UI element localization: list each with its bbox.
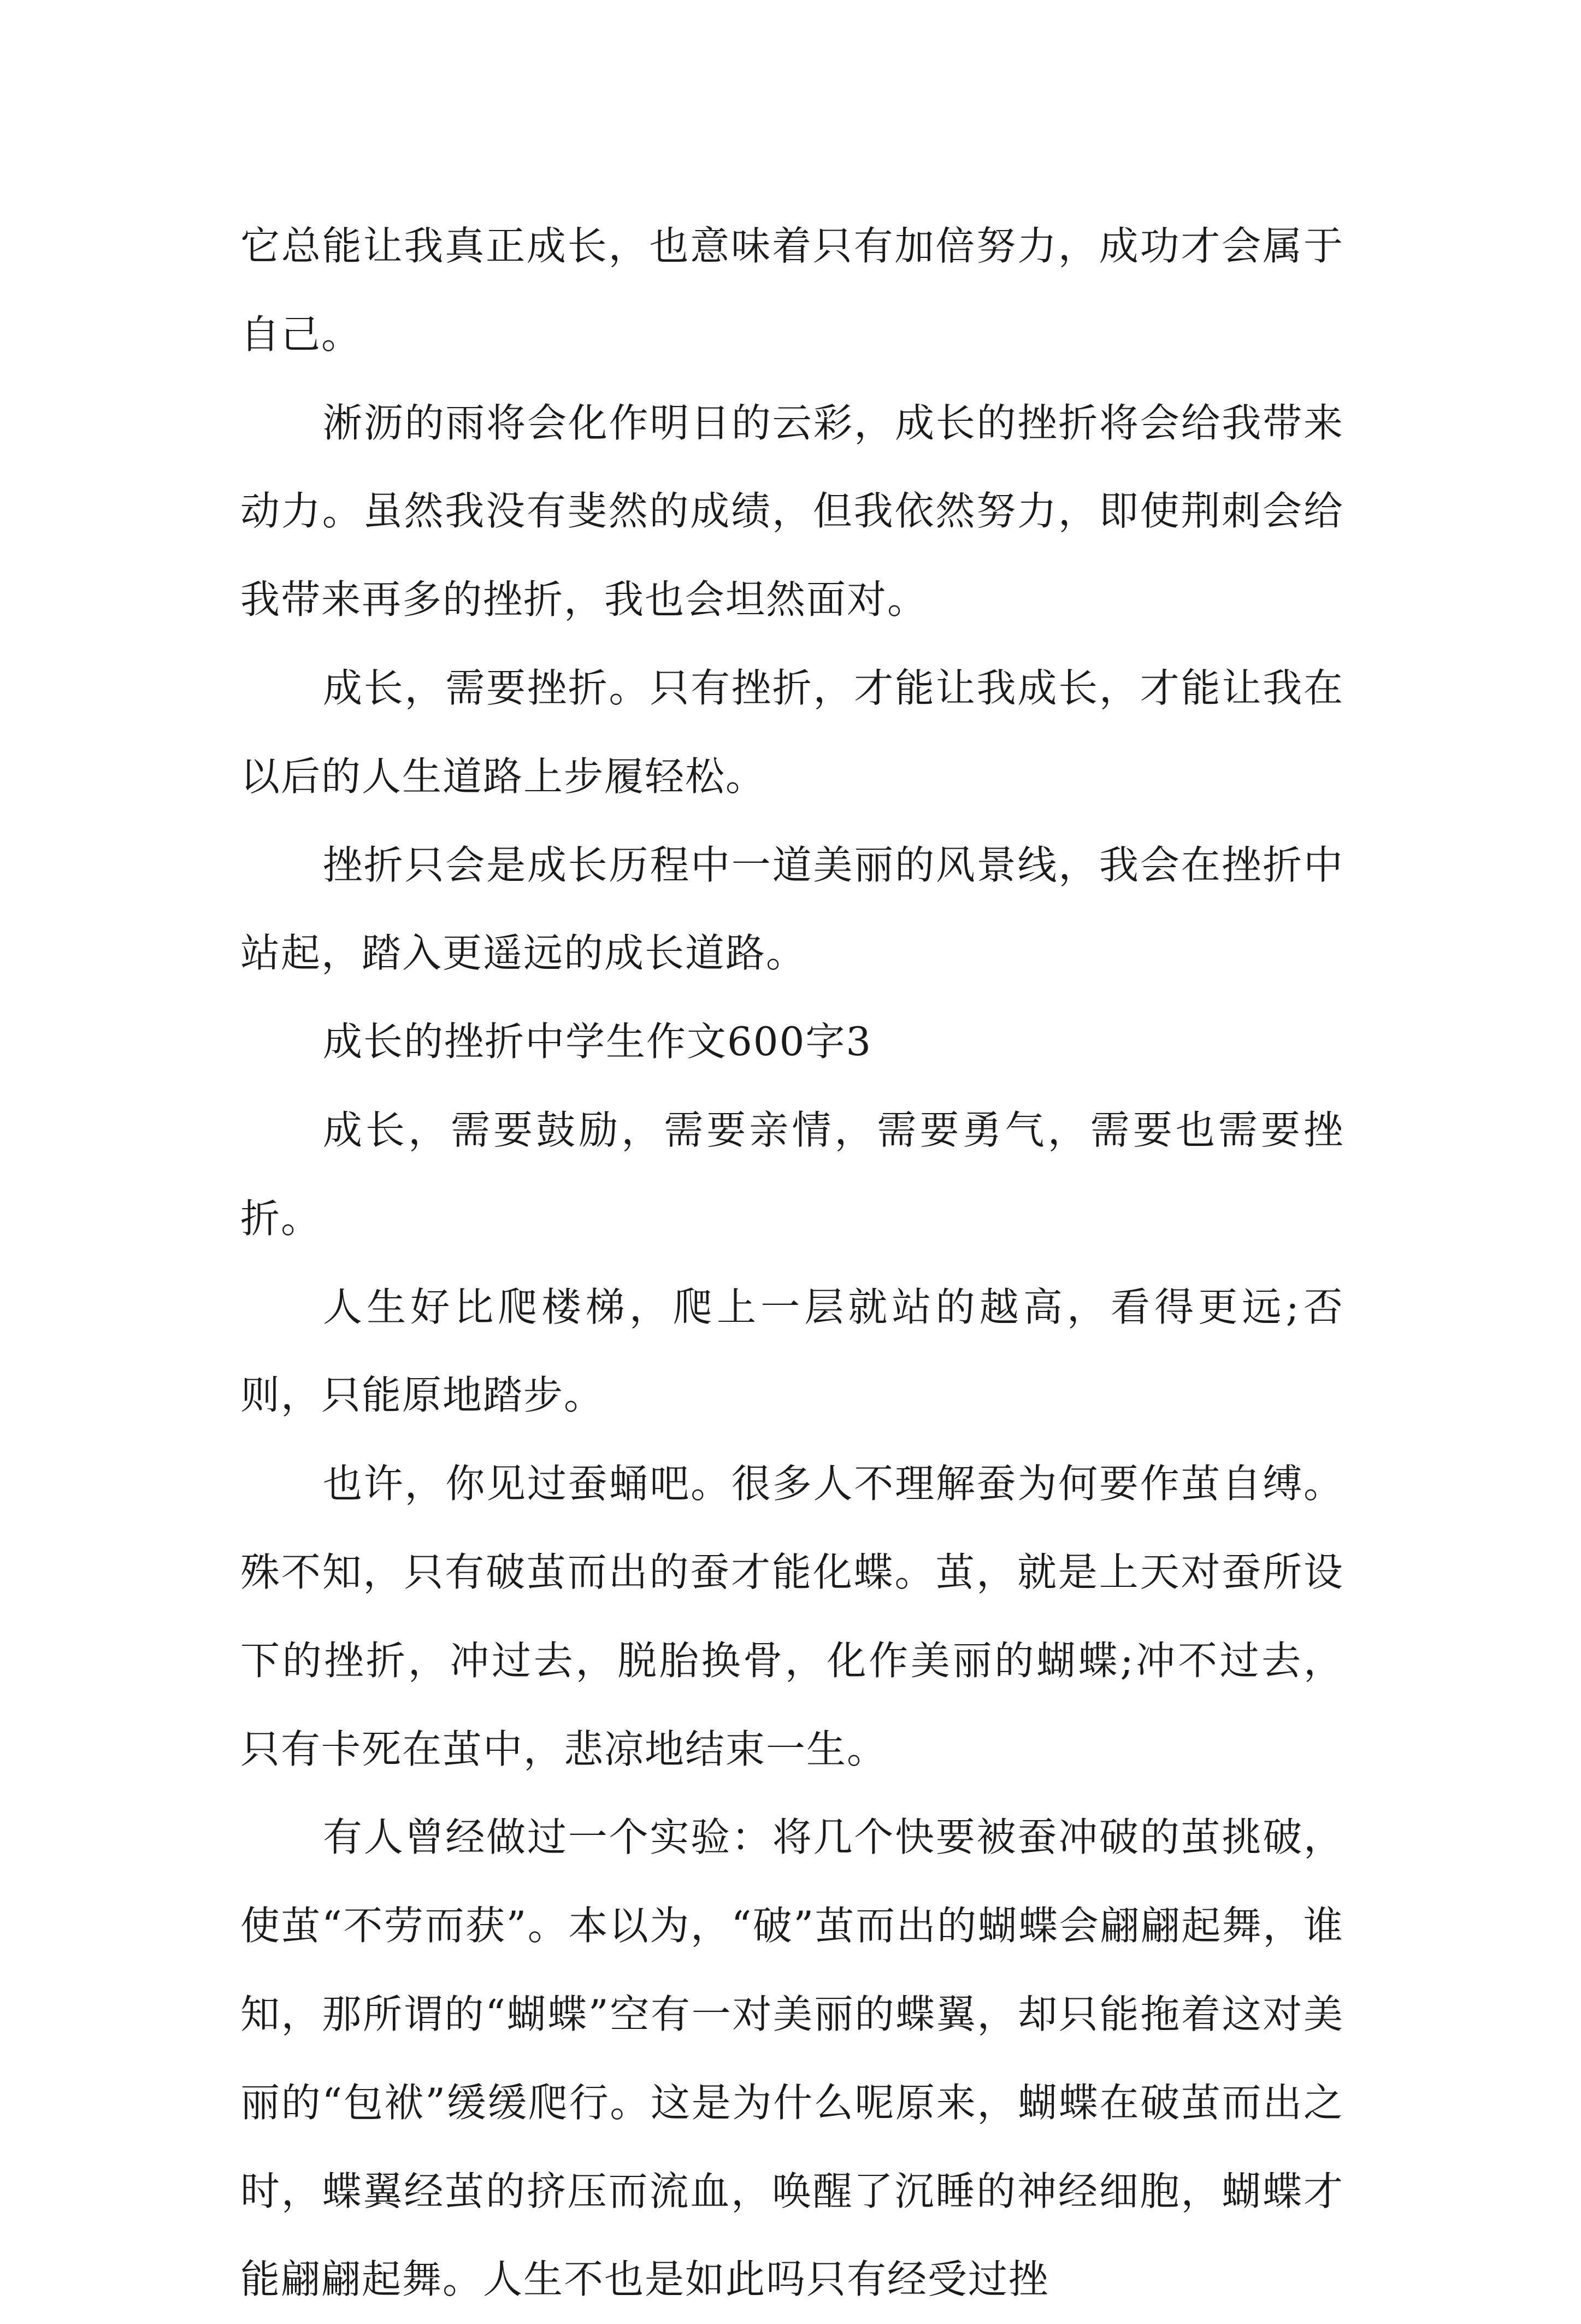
paragraph: 它总能让我真正成长，也意味着只有加倍努力，成功才会属于自己。 (240, 223, 1344, 357)
paragraph: 成长，需要挫折。只有挫折，才能让我成长，才能让我在以后的人生道路上步履轻松。 (240, 664, 1344, 799)
paragraph: 淅沥的雨将会化作明日的云彩，成长的挫折将会给我带来动力。虽然我没有斐然的成绩，但我依然努力，即使荆刺会给我带来再多的挫折，我也会坦然面对。 (240, 399, 1344, 623)
paragraph: 成长，需要鼓励，需要亲情，需要勇气，需要也需要挫折。 (240, 1107, 1344, 1242)
paragraph: 有人曾经做过一个实验：将几个快要被蚕冲破的茧挑破，使茧“不劳而获”。本以为，“破”茧而出的蝴蝶会翩翩起舞，谁知，那所谓的“蝴蝶”空有一对美丽的蝶翼，却只能拖着这对美丽的“包袱”缓缓爬行。这是为什么呢原来，蝴蝶在破茧而出之时，蝶翼经茧的挤压而流血，唤醒了沉睡的神经细胞，蝴蝶才能翩翩起舞。人生不也是如此吗只有经受过挫 (240, 1814, 1344, 2303)
document-body (240, 202, 1344, 2324)
paragraph: 也许，你见过蚕蛹吧。很多人不理解蚕为何要作茧自缚。殊不知，只有破茧而出的蚕才能化蝶。茧，就是上天对蚕所设下的挫折，冲过去，脱胎换骨，化作美丽的蝴蝶;冲不过去，只有卡死在茧中，悲凉地结束一生。 (240, 1461, 1344, 1772)
paragraph: 挫折只会是成长历程中一道美丽的风景线，我会在挫折中站起，踏入更遥远的成长道路。 (240, 842, 1344, 976)
paragraph: 人生好比爬楼梯，爬上一层就站的越高，看得更远;否则，只能原地踏步。 (240, 1284, 1344, 1419)
section-heading: 成长的挫折中学生作文600字3 (323, 1019, 872, 1065)
